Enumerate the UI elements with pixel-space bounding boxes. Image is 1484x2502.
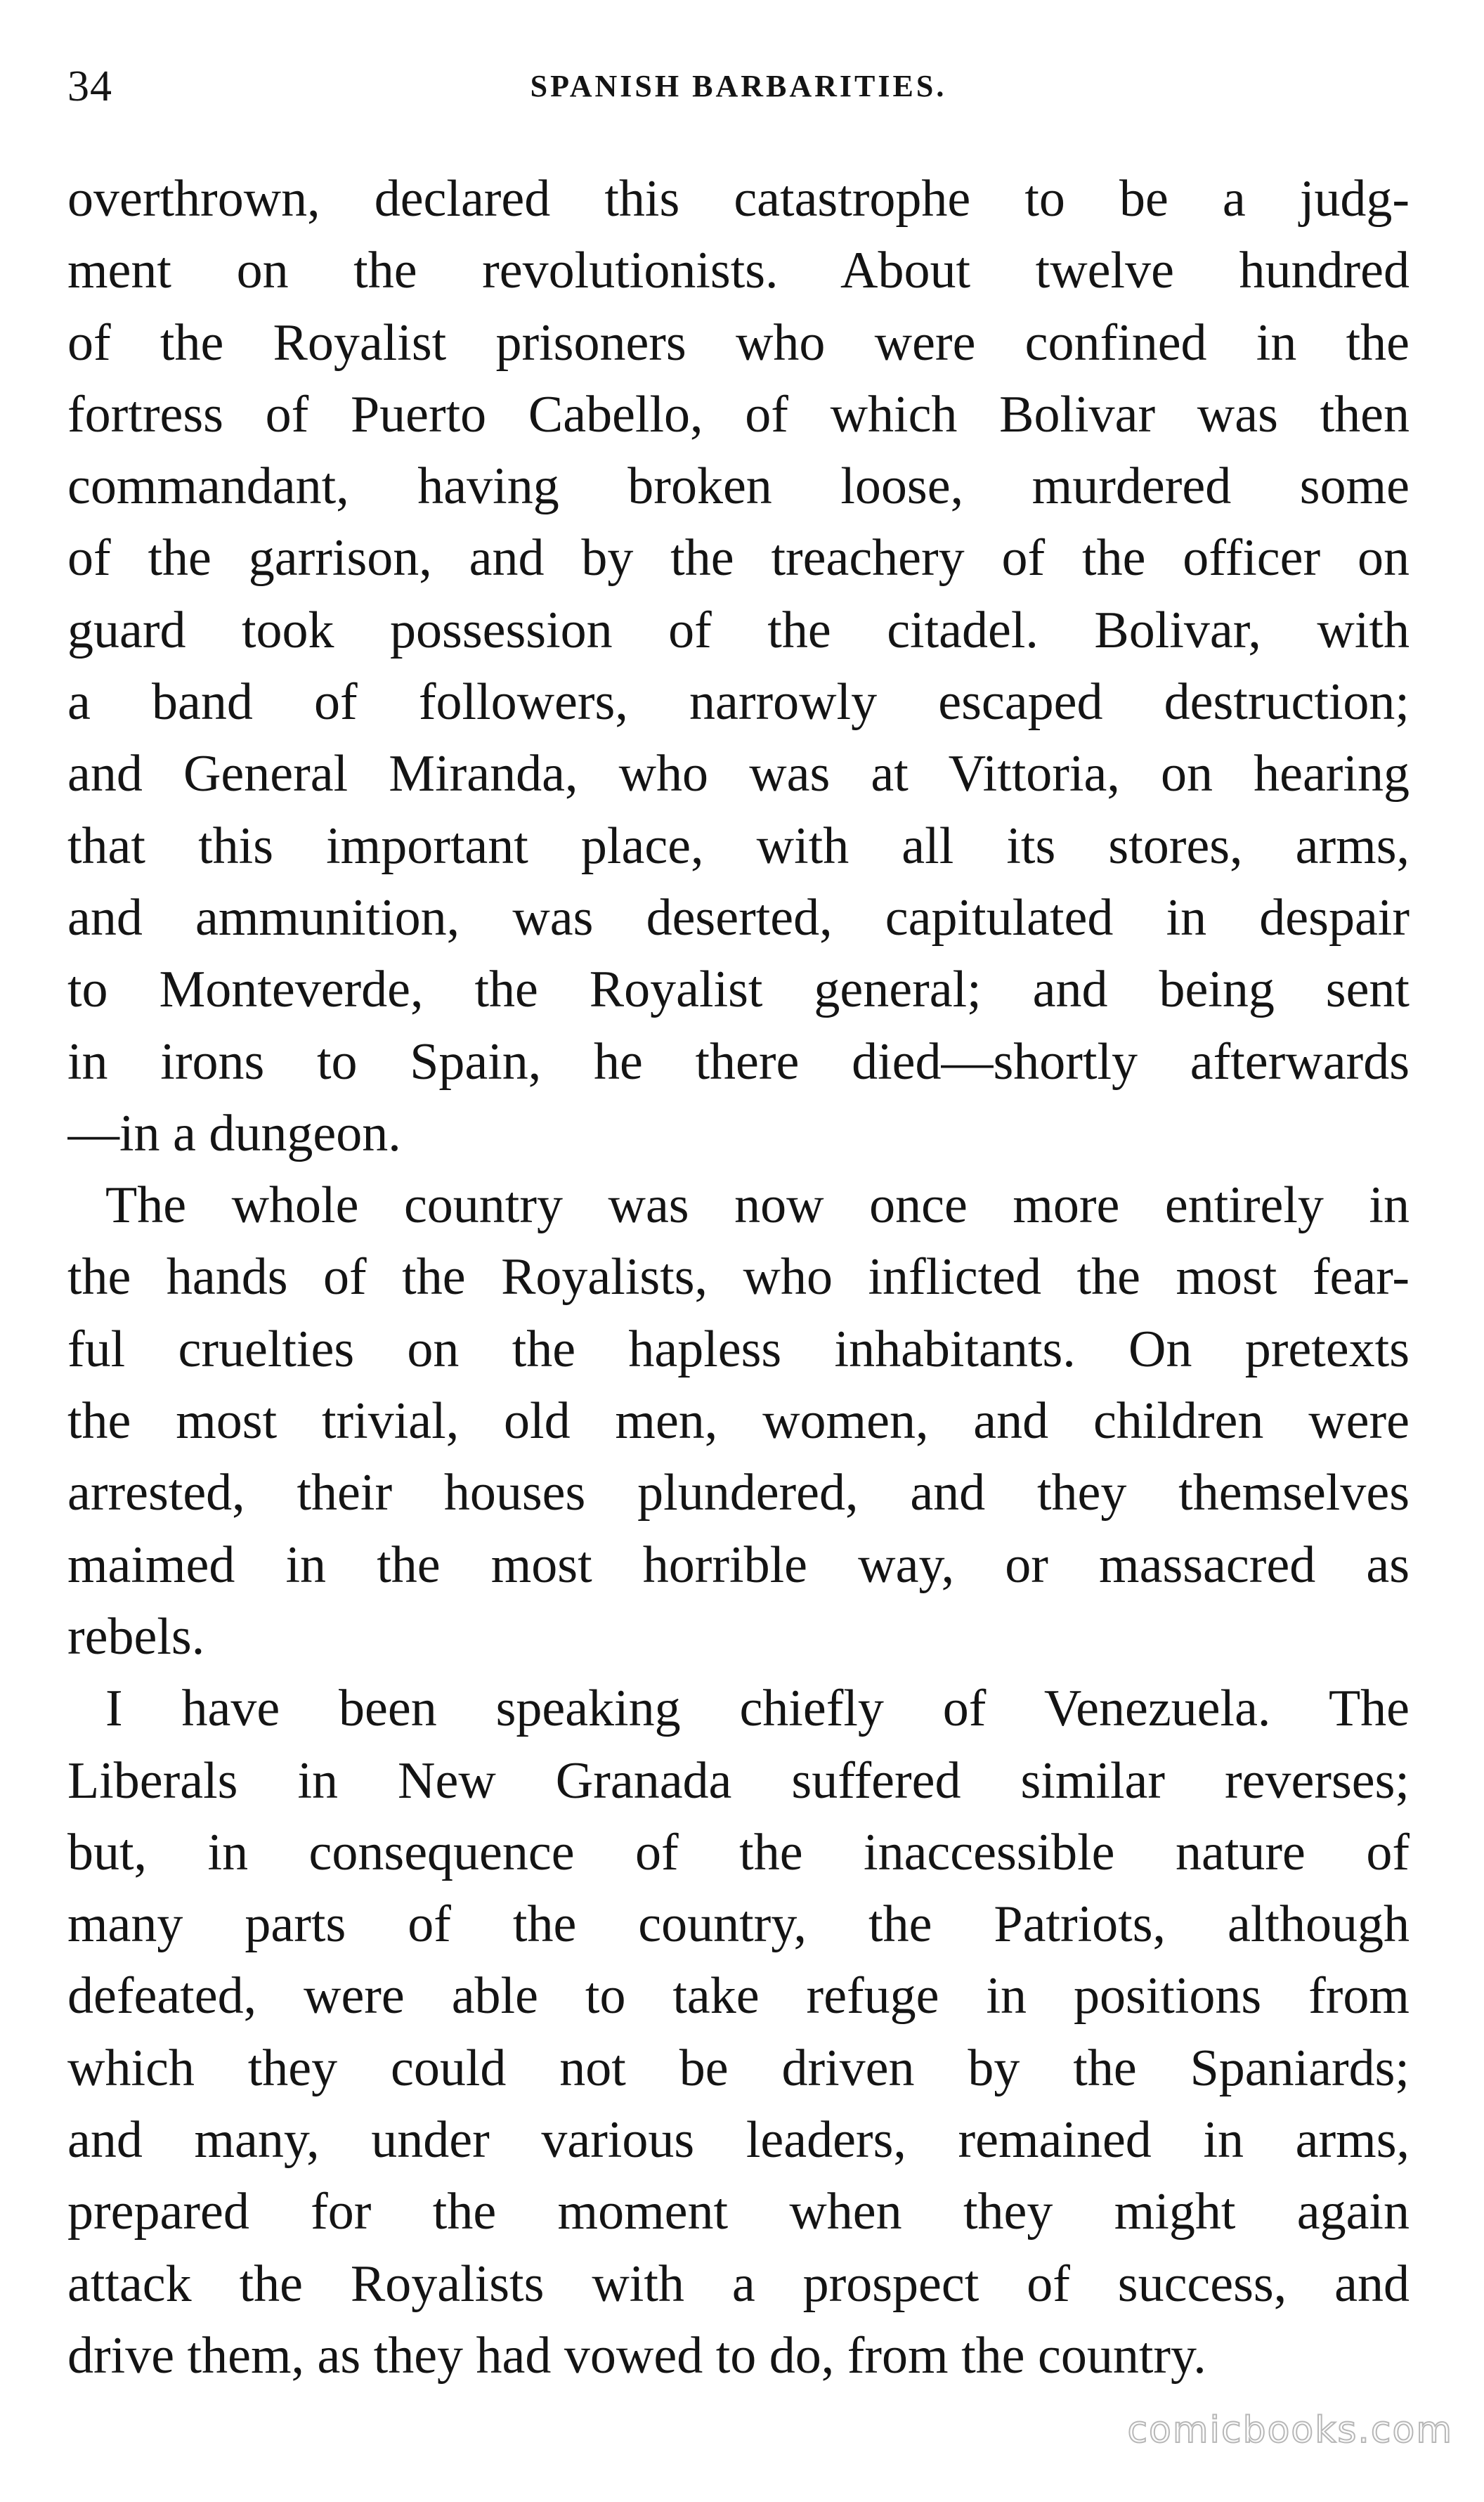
- text-line: many parts of the country, the Patriots, although: [67, 1895, 1410, 1954]
- text-line: and General Miranda, who was at Vittoria, on hearing: [67, 745, 1410, 803]
- text-line: of the garrison, and by the treachery of the officer on: [67, 529, 1410, 588]
- text-line: ment on the revolutionists. About twelve hundred: [67, 242, 1410, 300]
- text-line: defeated, were able to take refuge in positions from: [67, 1967, 1410, 2025]
- text-line: commandant, having broken loose, murdered some: [67, 458, 1410, 516]
- text-line: of the Royalist prisoners who were confined in the: [67, 313, 1410, 372]
- text-line: but, in consequence of the inaccessible nature of: [67, 1823, 1410, 1881]
- text-line: drive them, as they had vowed to do, from the country.: [67, 2326, 1206, 2385]
- text-line: the hands of the Royalists, who inflicted the most fear-: [67, 1248, 1410, 1307]
- text-line: in irons to Spain, he there died—shortly afterwards: [67, 1032, 1410, 1091]
- text-line: and many, under various leaders, remained in arms,: [67, 2111, 1410, 2170]
- text-line: that this important place, with all its stores, arms,: [67, 817, 1410, 875]
- text-line: arrested, their houses plundered, and they themselves: [67, 1464, 1410, 1522]
- text-line: the most trivial, old men, women, and children were: [67, 1392, 1410, 1451]
- text-line: Liberals in New Granada suffered similar reverses;: [67, 1751, 1410, 1810]
- page-number: 34: [67, 63, 112, 110]
- page-header: [67, 48, 1410, 125]
- text-line: The whole country was now once more entirely in: [105, 1177, 1410, 1235]
- text-line: overthrown, declared this catastrophe to be a judg-: [67, 170, 1410, 228]
- body-text: [67, 163, 1410, 2392]
- running-head: SPANISH BARBARITIES.: [530, 69, 947, 103]
- watermark: comicbooks.com: [1127, 2409, 1453, 2451]
- text-line: and ammunition, was deserted, capitulated in despair: [67, 888, 1410, 947]
- text-line: fortress of Puerto Cabello, of which Bolivar was then: [67, 385, 1410, 443]
- text-line: rebels.: [67, 1607, 205, 1666]
- text-line: ful cruelties on the hapless inhabitants. On pretexts: [67, 1320, 1410, 1378]
- text-line: —in a dungeon.: [67, 1104, 401, 1162]
- text-line: to Monteverde, the Royalist general; and being sent: [67, 961, 1410, 1019]
- text-line: I have been speaking chiefly of Venezuela. The: [105, 1680, 1410, 1738]
- text-line: guard took possession of the citadel. Bolivar, with: [67, 601, 1410, 659]
- text-line: which they could not be driven by the Spaniards;: [67, 2039, 1410, 2097]
- text-line: attack the Royalists with a prospect of success, and: [67, 2255, 1410, 2313]
- text-line: a band of followers, narrowly escaped destruction;: [67, 673, 1410, 732]
- text-line: prepared for the moment when they might again: [67, 2183, 1410, 2241]
- text-line: maimed in the most horrible way, or massacred as: [67, 1536, 1410, 1594]
